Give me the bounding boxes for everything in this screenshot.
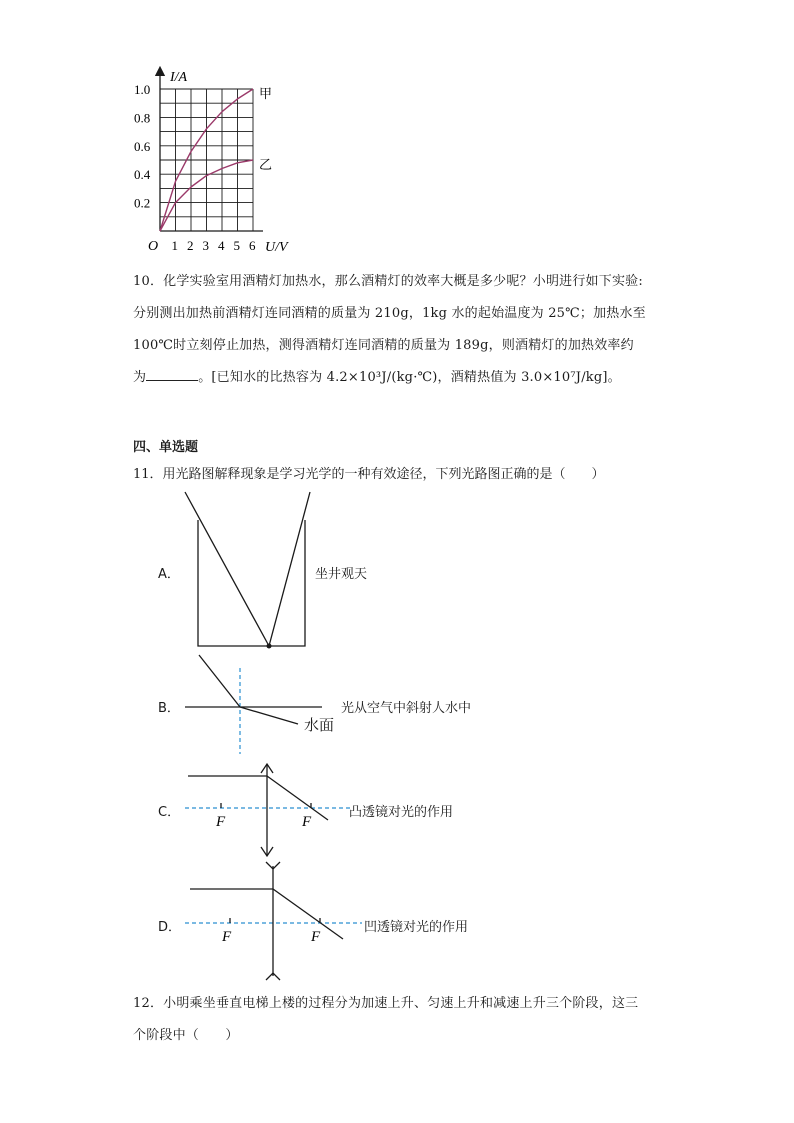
q12-line-2: 个阶段中（ ） (133, 1028, 239, 1043)
refracted-ray (240, 707, 298, 724)
q10-line-1: 10．化学实验室用酒精灯加热水，那么酒精灯的效率大概是多少呢？小明进行如下实验: (133, 274, 643, 289)
focus-right-label: F (311, 929, 321, 945)
option-c-caption: 凸透镜对光的作用 (349, 805, 454, 820)
section-heading: 四、单选题 (133, 440, 199, 455)
option-b-caption: 光从空气中斜射人水中 (341, 701, 472, 716)
y-tick-label: 1.0 (134, 82, 151, 97)
option-b-diagram (180, 650, 340, 760)
q10-line-4-suffix: 。[已知水的比热容为 4.2×10³J/(kg·℃)，酒精热值为 3.0×10⁷J/kg]。 (198, 370, 621, 385)
origin-label: O (148, 239, 159, 254)
incident-ray (199, 655, 240, 707)
q10-line-3: 100℃时立刻停止加热，测得酒精灯连同酒精的质量为 189g，则酒精灯的加热效率约 (133, 338, 634, 353)
option-c-letter[interactable]: C． (158, 805, 181, 820)
x-tick-label: 1 (171, 238, 178, 253)
curve-yi-label: 乙 (259, 157, 273, 172)
option-d-caption: 凹透镜对光的作用 (364, 920, 469, 935)
q10-line-4 (133, 362, 646, 394)
option-d-diagram (180, 860, 360, 985)
x-tick-label: 6 (249, 238, 256, 253)
focus-left-label: F (222, 929, 232, 945)
x-tick-label: 5 (233, 238, 240, 253)
question-10 (133, 266, 646, 394)
option-c-diagram (180, 760, 360, 860)
x-tick-label: 4 (218, 238, 225, 253)
ray-right (269, 492, 310, 646)
q12-line-1: 12．小明乘坐垂直电梯上楼的过程分为加速上升、匀速上升和减速上升三个阶段，这三 (133, 996, 639, 1011)
y-tick-label: 0.6 (134, 138, 151, 154)
x-tick-label: 3 (202, 238, 209, 253)
option-a-caption: 坐井观天 (315, 567, 368, 582)
option-a-diagram (180, 490, 320, 655)
curve-jia-label: 甲 (259, 86, 273, 101)
y-tick-label: 0.8 (134, 110, 151, 126)
option-b-letter[interactable]: B． (158, 701, 180, 716)
option-a-letter[interactable]: A． (158, 567, 180, 582)
y-axis-label: I/A (170, 70, 188, 85)
question-12 (133, 988, 638, 1052)
iu-graph (130, 65, 290, 265)
outgoing-ray (273, 889, 343, 939)
y-tick-label: 0.2 (134, 195, 151, 211)
question-11-stem: 11．用光路图解释现象是学习光学的一种有效途径，下列光路图正确的是（ ） (133, 467, 605, 482)
x-tick-label: 2 (187, 238, 194, 253)
x-axis-label: U/V (265, 240, 288, 255)
graph-grid (160, 89, 253, 231)
q10-line-2: 分别测出加热前酒精灯连同酒精的质量为 210g，1kg 水的起始温度为 25℃；加热水至 (133, 306, 646, 321)
y-tick-label: 0.4 (134, 167, 151, 183)
well-outline (198, 520, 305, 646)
water-surface-label: 水面 (304, 716, 335, 734)
focus-right-label: F (302, 814, 312, 830)
outgoing-ray (267, 776, 328, 820)
answer-blank[interactable] (146, 368, 198, 381)
focus-left-label: F (216, 814, 226, 830)
q10-line-4-prefix: 为 (133, 370, 147, 385)
option-d-letter[interactable]: D． (158, 920, 182, 935)
eye-point (267, 644, 272, 649)
